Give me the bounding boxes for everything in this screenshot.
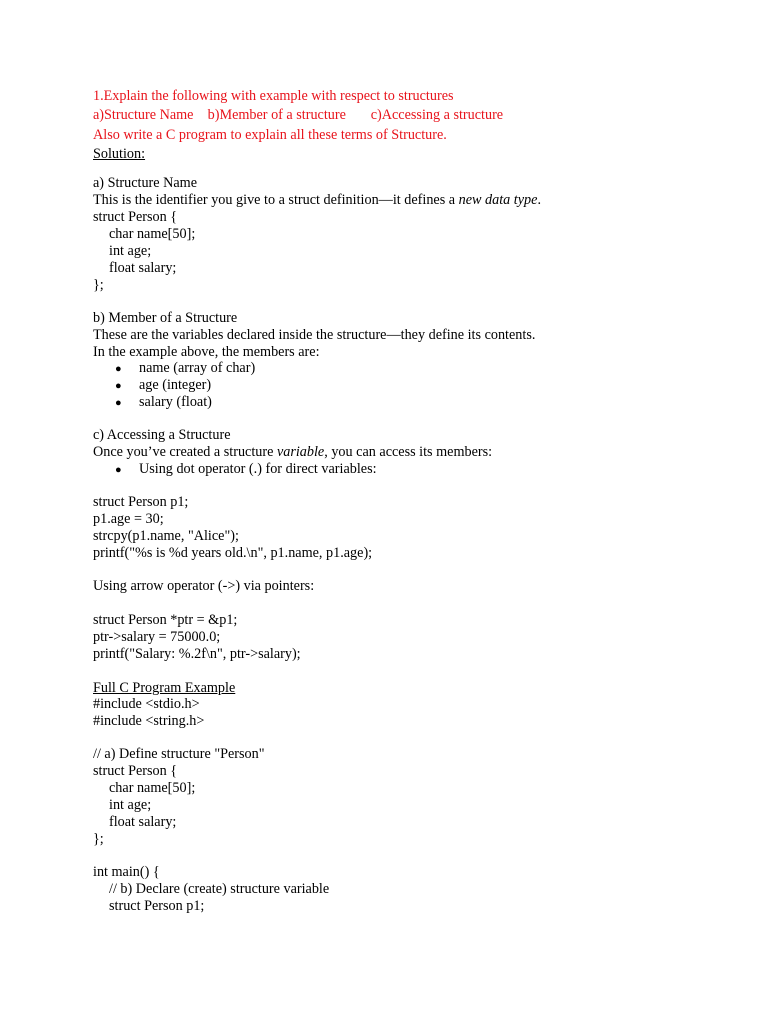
code-line: // a) Define structure "Person" xyxy=(93,746,265,762)
question-line-2: a)Structure Name b)Member of a structure c)Accessing a structure xyxy=(93,107,504,123)
list-item: age (integer) xyxy=(139,377,212,393)
code-line: strcpy(p1.name, "Alice"); xyxy=(93,528,239,544)
code-line: char name[50]; xyxy=(109,780,196,796)
section-b-description: These are the variables declared inside the structure—they define its contents. xyxy=(93,327,536,343)
section-b-description-2: In the example above, the members are: xyxy=(93,344,320,360)
code-line: struct Person { xyxy=(93,763,178,779)
bullet-icon: ● xyxy=(115,380,122,392)
code-line: }; xyxy=(93,277,104,293)
code-line: struct Person p1; xyxy=(93,494,189,510)
code-line: char name[50]; xyxy=(109,226,196,242)
code-line: ptr->salary = 75000.0; xyxy=(93,629,221,645)
bullet-icon: ● xyxy=(115,397,122,409)
list-item: name (array of char) xyxy=(139,360,256,376)
code-line: }; xyxy=(93,831,104,847)
list-item: salary (float) xyxy=(139,394,212,410)
code-line: int age; xyxy=(109,797,152,813)
code-line: float salary; xyxy=(109,814,177,830)
code-line: printf("%s is %d years old.\n", p1.name, p1.age); xyxy=(93,545,373,561)
code-line: int age; xyxy=(109,243,152,259)
code-line: #include <string.h> xyxy=(93,713,205,729)
section-c-heading: c) Accessing a Structure xyxy=(93,427,231,443)
arrow-operator-text: Using arrow operator (->) via pointers: xyxy=(93,578,315,594)
code-line: float salary; xyxy=(109,260,177,276)
section-b-heading: b) Member of a Structure xyxy=(93,310,238,326)
code-line: p1.age = 30; xyxy=(93,511,164,527)
solution-label: Solution: xyxy=(93,146,146,162)
full-program-heading: Full C Program Example xyxy=(93,680,236,696)
code-line: struct Person p1; xyxy=(109,898,205,914)
question-line-1: 1.Explain the following with example with respect to structures xyxy=(93,88,454,104)
section-a-heading: a) Structure Name xyxy=(93,175,197,191)
code-line: #include <stdio.h> xyxy=(93,696,200,712)
section-c-description: Once you’ve created a structure variable, you can access its members: xyxy=(93,444,493,460)
code-line: struct Person { xyxy=(93,209,178,225)
bullet-icon: ● xyxy=(115,464,122,476)
code-line: struct Person *ptr = &p1; xyxy=(93,612,238,628)
code-line: // b) Declare (create) structure variable xyxy=(109,881,330,897)
code-line: printf("Salary: %.2f\n", ptr->salary); xyxy=(93,646,301,662)
section-a-description: This is the identifier you give to a struct definition—it defines a new data type. xyxy=(93,192,541,208)
list-item: Using dot operator (.) for direct variables: xyxy=(139,461,377,477)
question-line-3: Also write a C program to explain all these terms of Structure. xyxy=(93,127,447,143)
bullet-icon: ● xyxy=(115,363,122,375)
code-line: int main() { xyxy=(93,864,160,880)
